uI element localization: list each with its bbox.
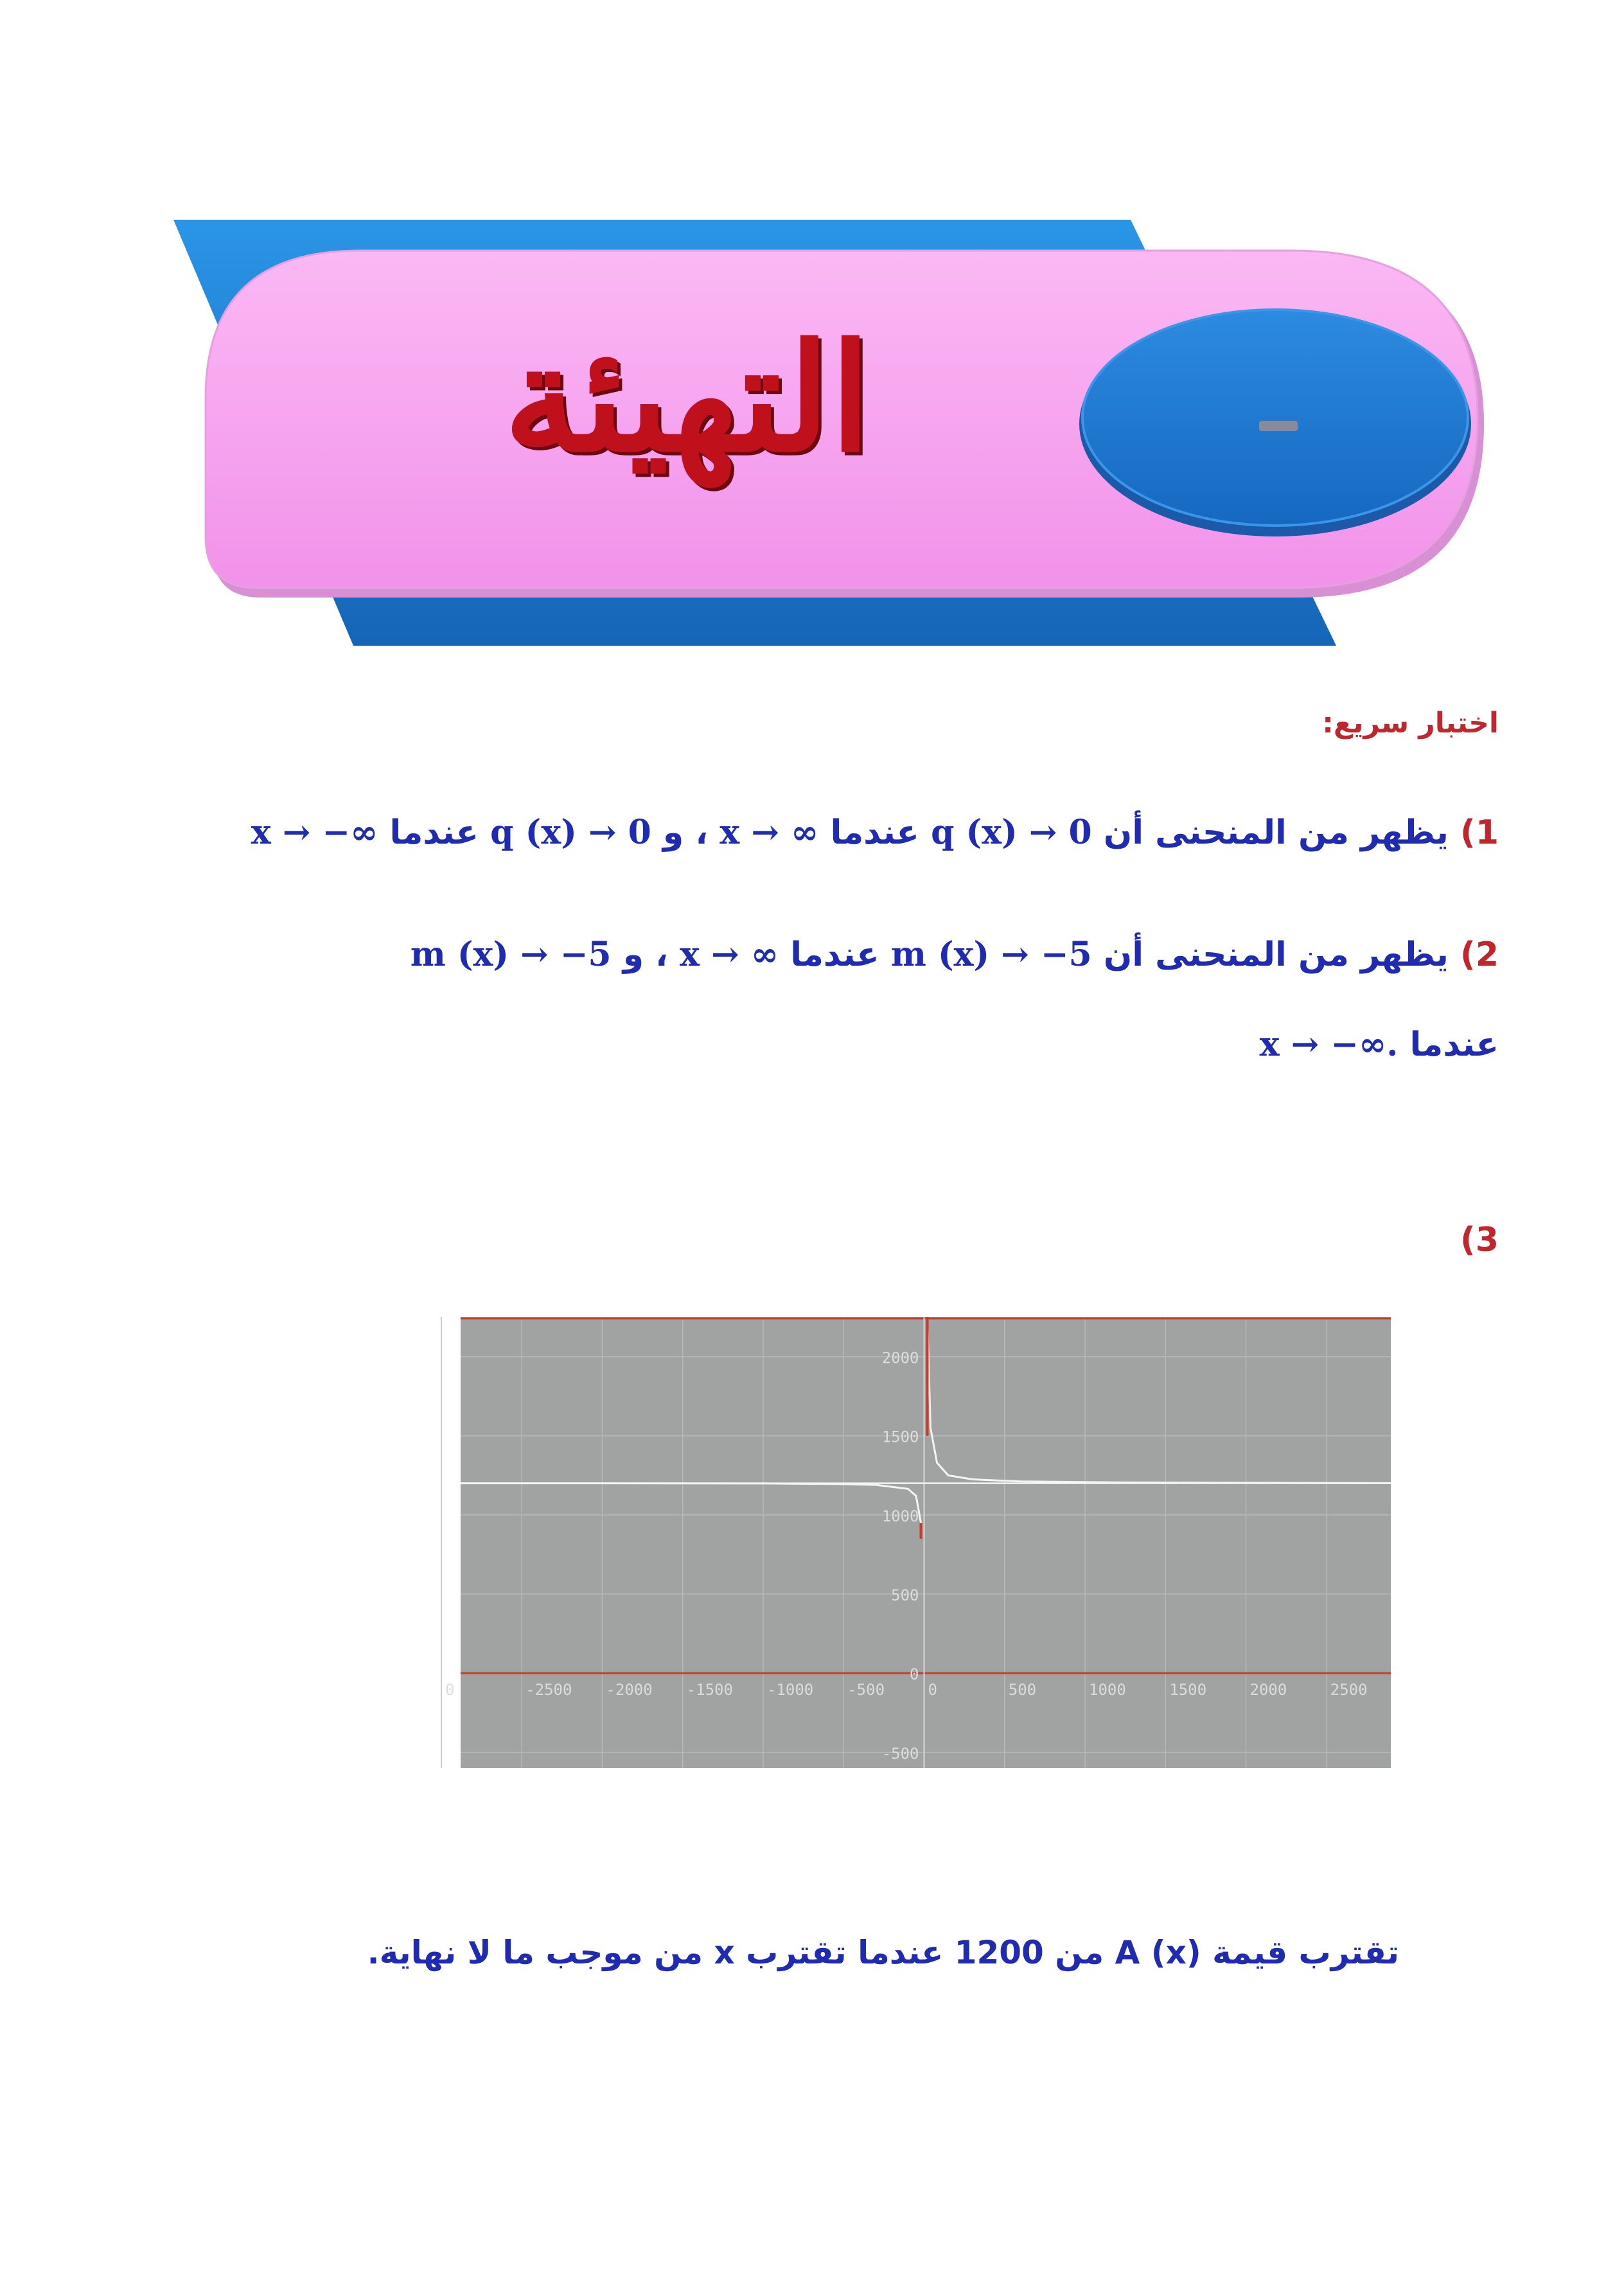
x-tick-label: 1500	[1169, 1681, 1207, 1699]
x-tick-label: -2500	[525, 1681, 572, 1699]
math-expression: m (x) → −5	[410, 935, 612, 974]
x-tick-label: 500	[1008, 1681, 1037, 1699]
item-number: 2)	[1460, 935, 1499, 974]
item-text: عندما	[1409, 1025, 1499, 1064]
item-number: 1)	[1460, 813, 1499, 852]
item-text: عندما	[830, 813, 919, 852]
quiz-item-3-number: (3	[1460, 1221, 1499, 1259]
item-text: عندما	[790, 935, 879, 974]
quick-quiz-label: اختبار سريع:	[1322, 707, 1499, 740]
math-expression: x → −∞.	[1259, 1025, 1399, 1064]
conclusion-text: تقترب قيمة A (x) من 1200 عندما تقترب x من موجب ما لا نهاية.	[367, 1934, 1399, 1971]
item-text: يظهر من المنحنى أن	[1103, 935, 1449, 974]
math-expression: m (x) → −5	[890, 935, 1092, 974]
function-graph	[445, 1317, 1391, 1768]
math-expression: x → ∞	[719, 813, 819, 852]
math-expression: q (x) → 0	[490, 813, 651, 852]
x-tick-label: -1500	[686, 1681, 733, 1699]
item-text: ، و	[662, 813, 709, 852]
x-tick-label: 2500	[1330, 1681, 1368, 1699]
item-text: ، و	[622, 935, 668, 974]
y-tick-label: -500	[881, 1744, 919, 1763]
quiz-item-1	[251, 813, 1499, 852]
item-text: يظهر من المنحنى أن	[1103, 813, 1449, 852]
plot-background	[461, 1317, 1391, 1768]
y-tick-label: 0	[910, 1665, 919, 1684]
page-title: التهيئة	[504, 312, 871, 485]
item-text: عندما	[389, 813, 479, 852]
y-tick-label: 1500	[881, 1428, 919, 1446]
x-tick-label: 1000	[1089, 1681, 1126, 1699]
math-expression: q (x) → 0	[931, 813, 1092, 852]
y-tick-label: 1000	[881, 1507, 919, 1525]
y-tick-label: 500	[891, 1586, 919, 1605]
x-tick-label: 0	[445, 1681, 455, 1699]
x-tick-label: -500	[847, 1681, 885, 1699]
x-tick-label: -2000	[606, 1681, 653, 1699]
math-expression: x → −∞	[251, 813, 378, 852]
quiz-item-2	[410, 935, 1499, 974]
quiz-item-2-continued	[1260, 1025, 1499, 1064]
math-expression: x → ∞	[679, 935, 779, 974]
x-tick-label: -1000	[766, 1681, 814, 1699]
x-tick-label: 0	[928, 1681, 937, 1699]
x-tick-label: 2000	[1249, 1681, 1287, 1699]
y-tick-label: 2000	[881, 1349, 919, 1367]
